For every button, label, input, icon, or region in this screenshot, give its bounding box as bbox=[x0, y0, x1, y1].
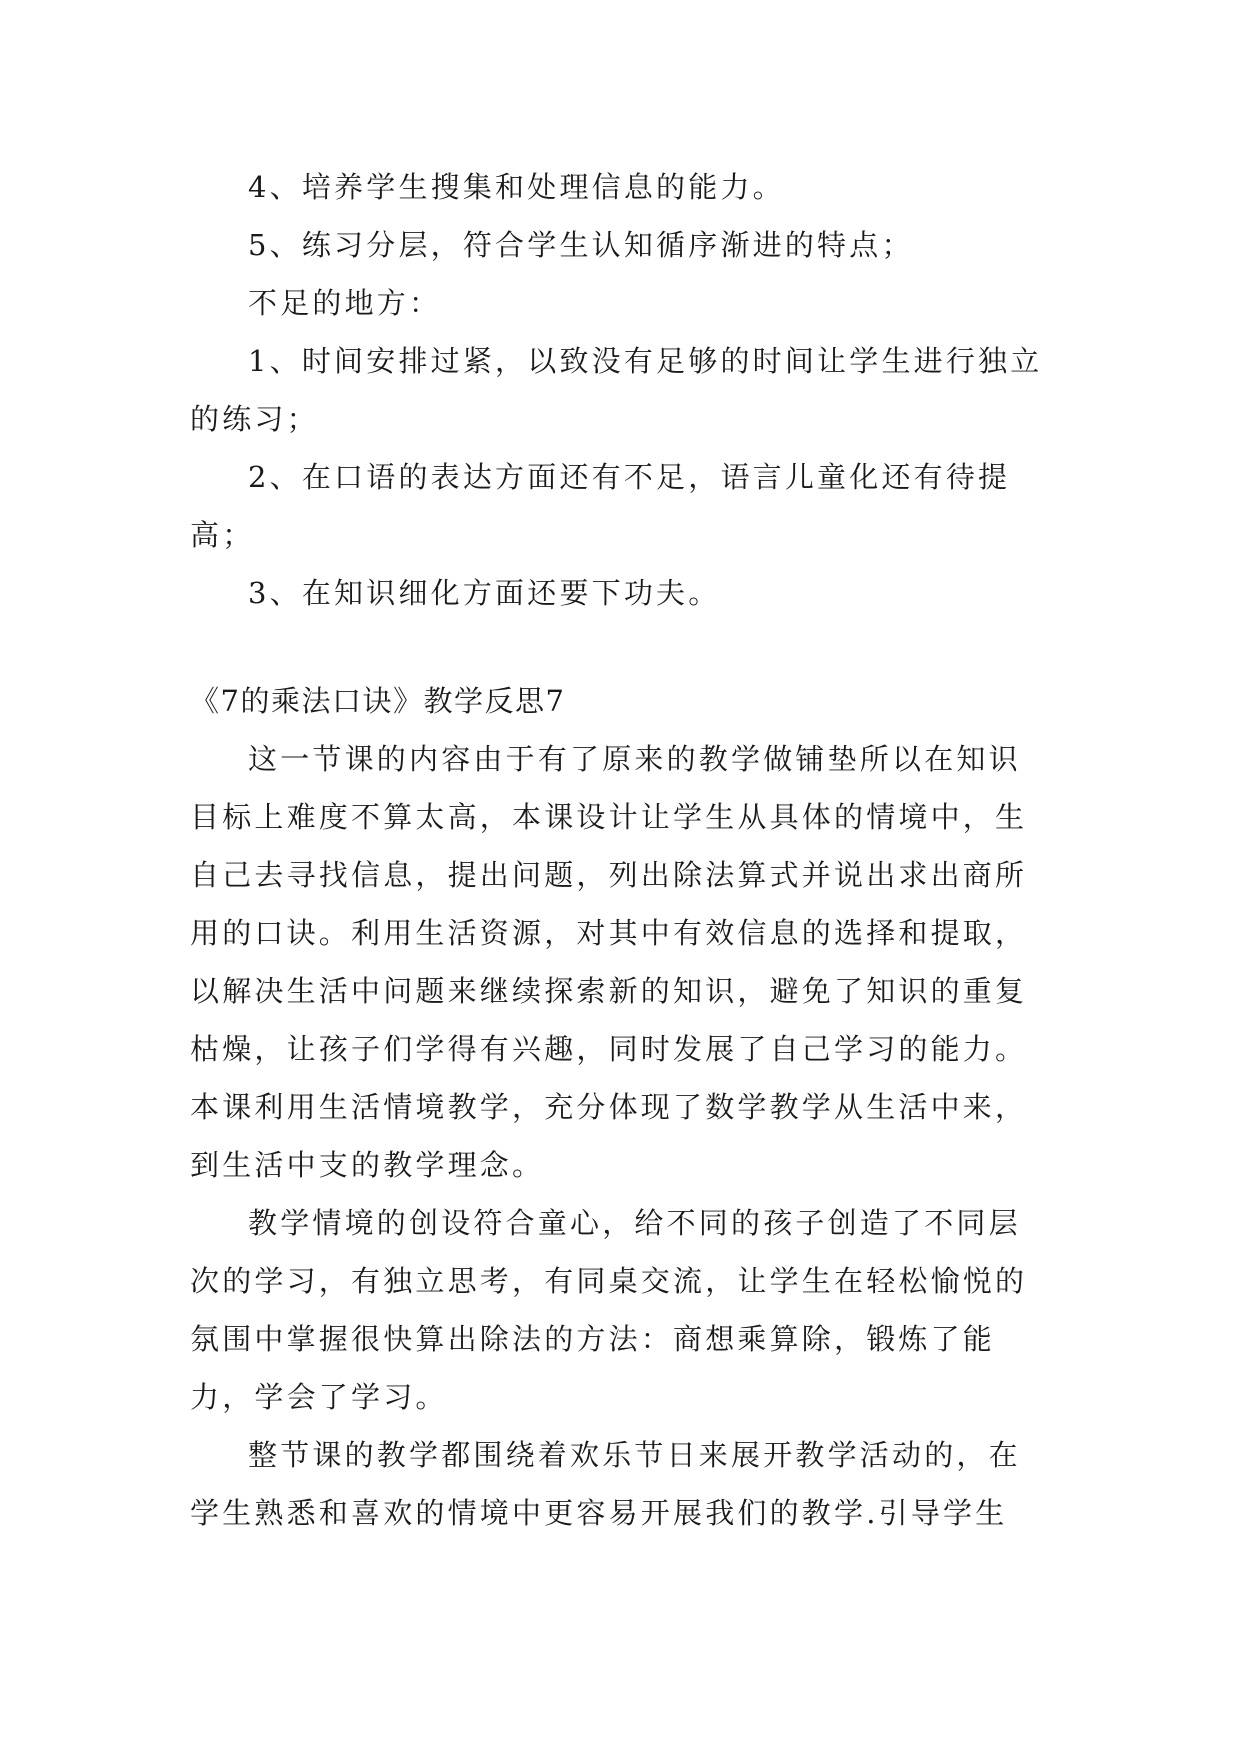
list-item: 1、时间安排过紧，以致没有足够的时间让学生进行独立的练习； bbox=[190, 344, 1043, 436]
list-item: 2、在口语的表达方面还有不足，语言儿童化还有待提高； bbox=[190, 460, 1011, 552]
paragraph: 整节课的教学都围绕着欢乐节日来展开教学活动的，在学生熟悉和喜欢的情境中更容易开展我们的教学.引导学生 bbox=[190, 1438, 1021, 1530]
section-gap bbox=[190, 622, 1052, 672]
list-item: 5、练习分层，符合学生认知循序渐进的特点； bbox=[248, 228, 914, 262]
list-item: 3、在知识细化方面还要下功夫。 bbox=[248, 576, 721, 610]
paragraph: 这一节课的内容由于有了原来的教学做铺垫所以在知识目标上难度不算太高，本课设计让学生从具体的情境中，生自己去寻找信息，提出问题，列出除法算式并说出求出商所用的口诀。利用生活资源，对其中有效信息的选择和提取，以解决生活中问题来继续探索新的知识，避免了知识的重复枯燥，让孩子们学得有兴趣，同时发展了自己学习的能力。本课利用生活情境教学，充分体现了数学教学从生活中来，到生活中支的教学理念。 bbox=[190, 742, 1028, 1182]
paragraph: 教学情境的创设符合童心，给不同的孩子创造了不同层次的学习，有独立思考，有同桌交流，让学生在轻松愉悦的氛围中掌握很快算出除法的方法：商想乘算除，锻炼了能力，学会了学习。 bbox=[190, 1206, 1028, 1414]
document-body bbox=[190, 158, 1052, 1542]
section-title: 《7的乘法口诀》教学反思7 bbox=[190, 684, 566, 718]
list-item: 4、培养学生搜集和处理信息的能力。 bbox=[248, 170, 785, 204]
subheading: 不足的地方： bbox=[248, 286, 442, 320]
